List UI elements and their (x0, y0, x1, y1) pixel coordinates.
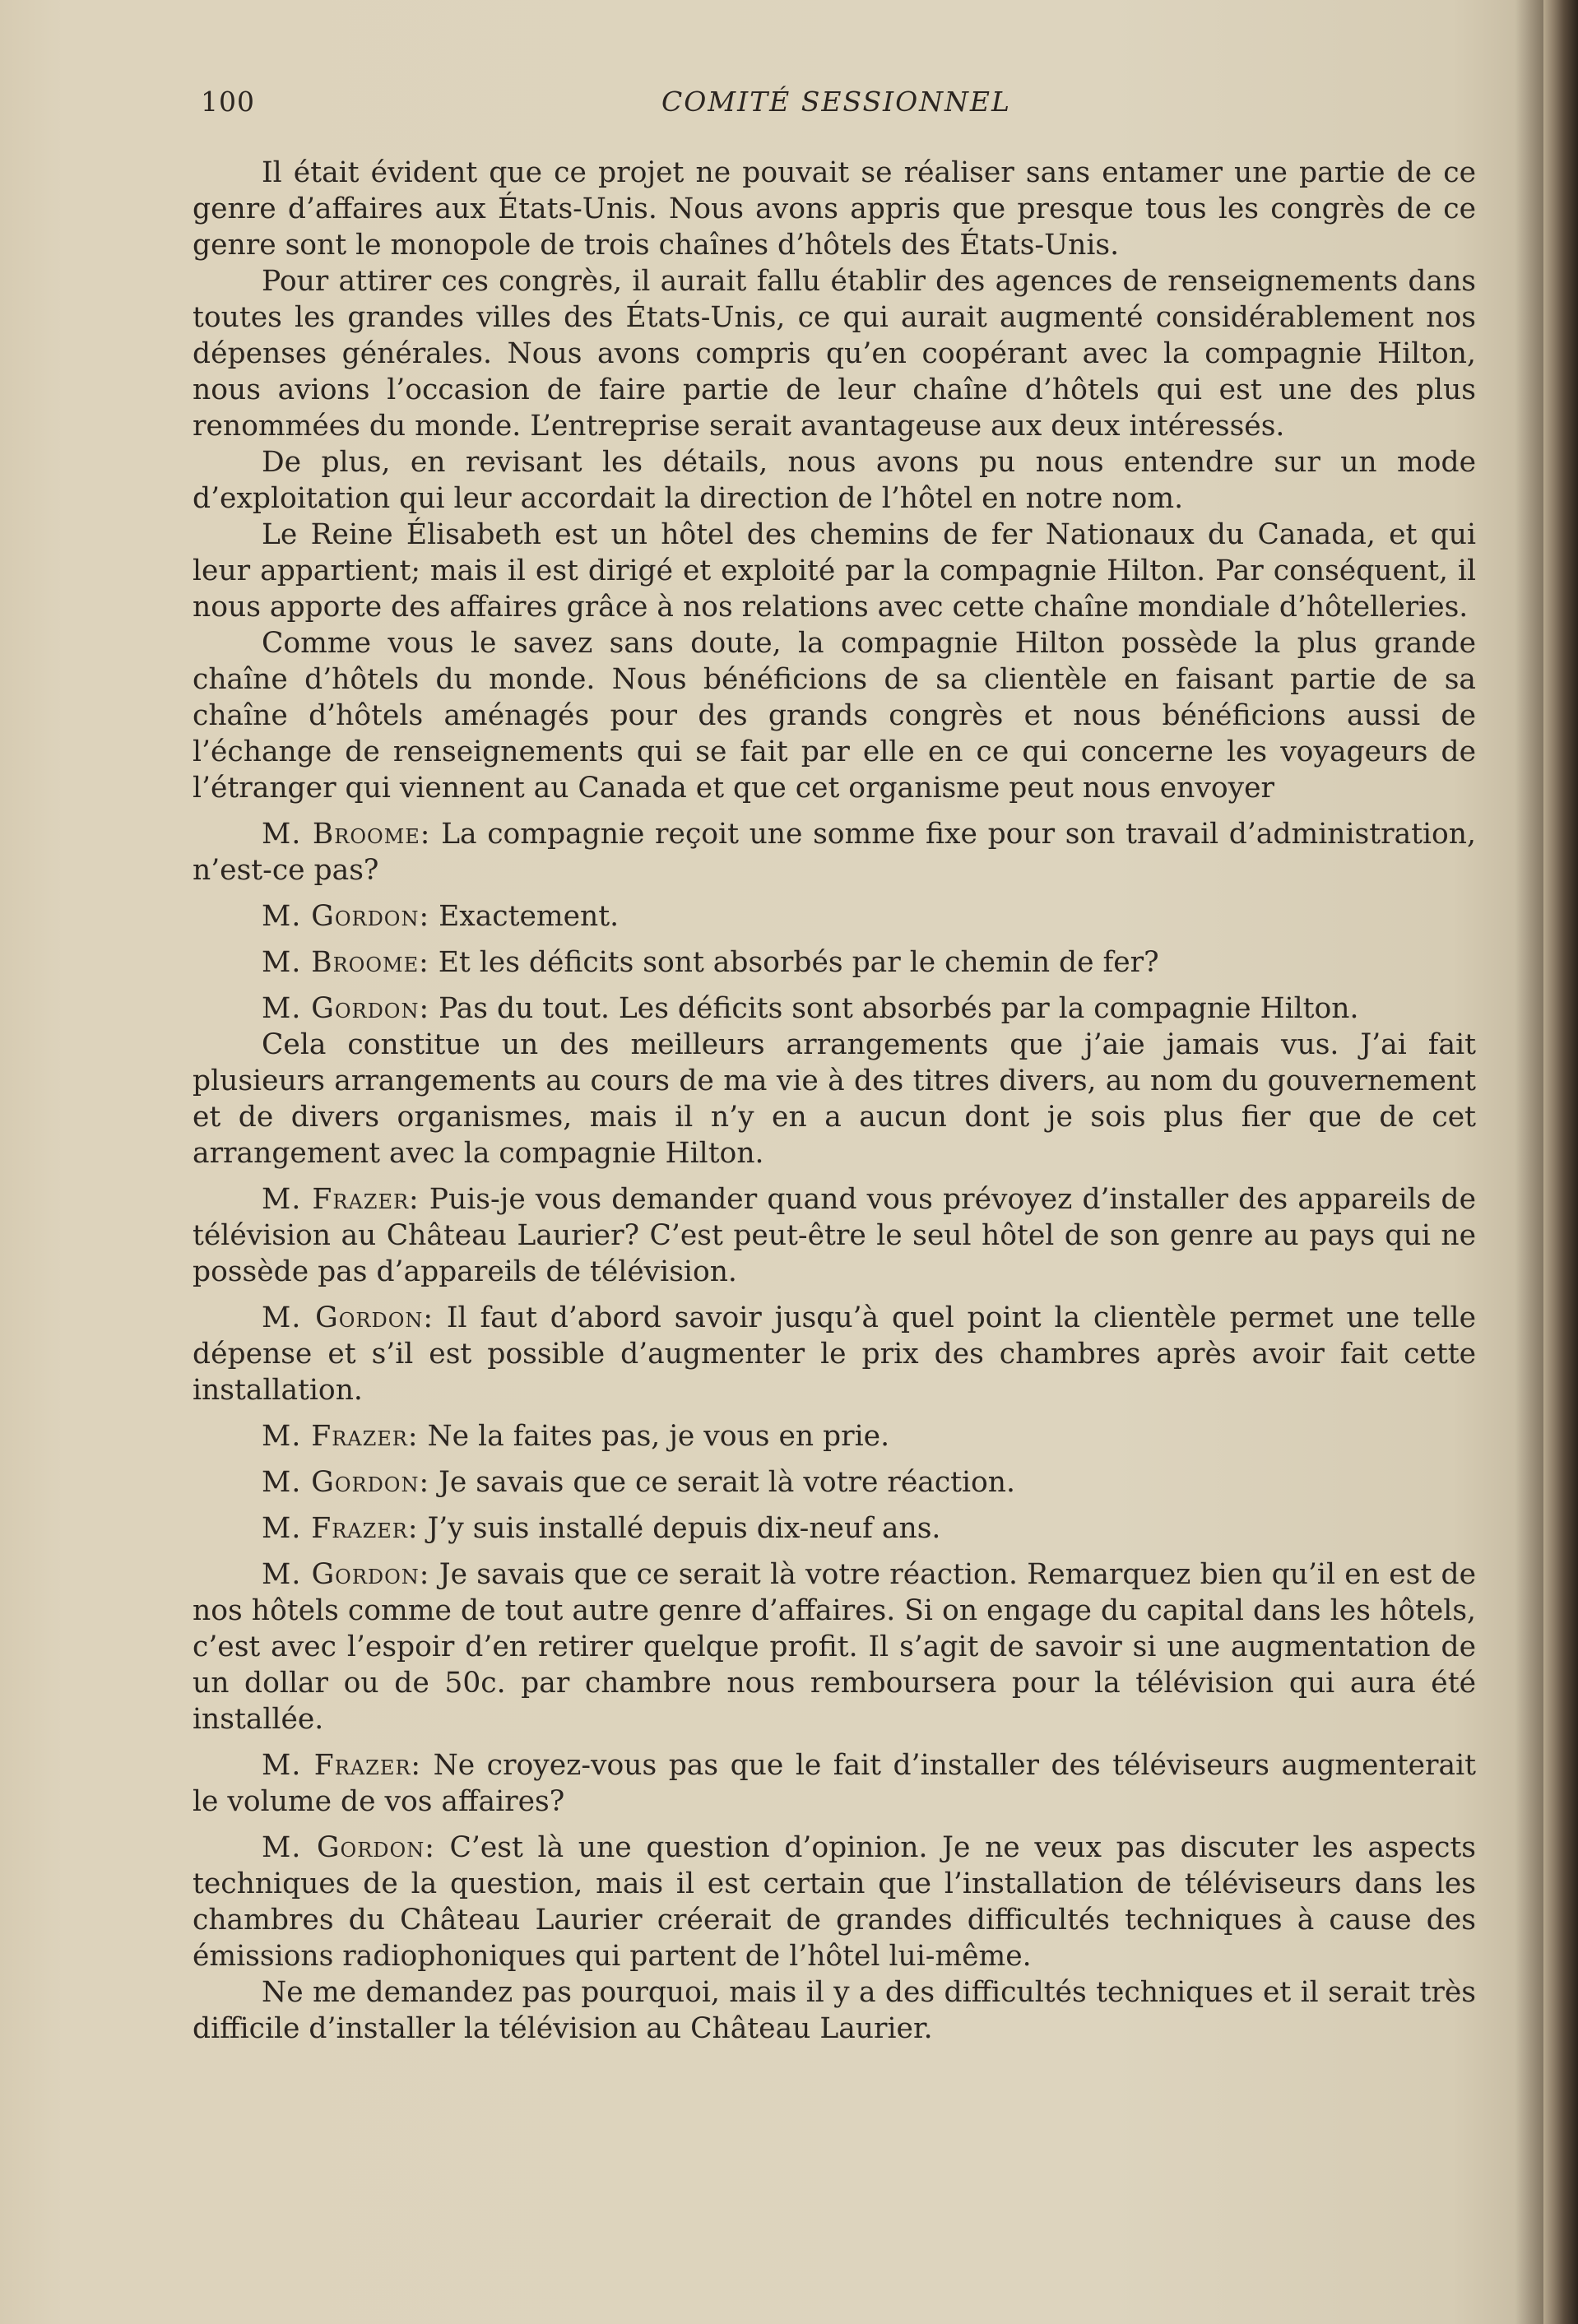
dialogue-text: J’y suis installé depuis dix-neuf ans. (418, 1512, 941, 1545)
speaker-name: M. Frazer: (262, 1749, 422, 1782)
dialogue-paragraph (193, 1830, 1476, 1974)
paragraph-text: Comme vous le savez sans doute, la compagnie Hilton possède la plus grande chaîne d’hôtels du monde. Nous bénéficions de sa clientèle en faisant partie de sa chaîne d’hôtels aménagés pour des grands congrès et nous bénéficions aussi de l’échange de renseignements qui se fait par elle en ce qui concerne les voyageurs de l’étranger qui viennent au Canada et que cet organisme peut nous envoyer (193, 627, 1476, 805)
paragraph-text: De plus, en revisant les détails, nous avons pu nous entendre sur un mode d’exploitation qui leur accordait la direction de l’hôtel en notre nom. (193, 446, 1476, 515)
dialogue-paragraph (193, 1418, 1476, 1454)
dialogue-paragraph (193, 1510, 1476, 1547)
speaker-name: M. Gordon: (262, 1558, 430, 1591)
paragraph (193, 444, 1476, 517)
speaker-name: M. Gordon: (262, 900, 430, 933)
page-number: 100 (201, 86, 255, 118)
paragraph-text: Cela constitue un des meilleurs arrangements que j’aie jamais vus. J’ai fait plusieurs arrangements au cours de ma vie à des titres divers, au nom du gouvernement et de divers organismes, mais il n’y en a aucun dont je sois plus fier que de cet arrangement avec la compagnie Hilton. (193, 1028, 1476, 1170)
dialogue-paragraph (193, 1464, 1476, 1501)
page-header (201, 86, 1468, 123)
paragraph (193, 263, 1476, 444)
dialogue-text: Exactement. (429, 900, 620, 933)
dialogue-text: Puis-je vous demander quand vous prévoyez d’installer des appareils de télévision au Château Laurier? C’est peut-être le seul hôtel de son genre au pays qui ne possède pas d’appareils de télévision. (193, 1183, 1476, 1288)
dialogue-text: La compagnie reçoit une somme fixe pour son travail d’administration, n’est-ce pas? (193, 818, 1476, 887)
speaker-name: M. Gordon: (262, 1831, 435, 1864)
paragraph (193, 517, 1476, 625)
dialogue-paragraph (193, 816, 1476, 888)
dialogue-text: C’est là une question d’opinion. Je ne veux pas discuter les aspects techniques de la question, mais il est certain que l’installation de téléviseurs dans les chambres du Château Laurier créerait de grandes difficultés techniques à cause des émissions radiophoniques qui partent de l’hôtel lui-même. (193, 1831, 1476, 1973)
speaker-name: M. Broome: (262, 818, 431, 851)
paragraph-text: Ne me demandez pas pourquoi, mais il y a des difficultés techniques et il serait très difficile d’installer la télévision au Château Laurier. (193, 1976, 1476, 2045)
dialogue-paragraph (193, 990, 1476, 1027)
speaker-name: M. Frazer: (262, 1183, 420, 1216)
speaker-name: M. Frazer: (262, 1512, 419, 1545)
paragraph (193, 1974, 1476, 2047)
dialogue-text: Pas du tout. Les déficits sont absorbés par la compagnie Hilton. (429, 992, 1359, 1025)
paragraph-text: Pour attirer ces congrès, il aurait fallu établir des agences de renseignements dans toutes les grandes villes des États-Unis, ce qui aurait augmenté considérablement nos dépenses générales. Nous avons compris qu’en coopérant avec la compagnie Hilton, nous avions l’occasion de faire partie de leur chaîne d’hôtels qui est une des plus renommées du monde. L’entreprise serait avantageuse aux deux intéressés. (193, 265, 1476, 443)
dialogue-text: Je savais que ce serait là votre réaction. (429, 1466, 1015, 1499)
dialogue-text: Il faut d’abord savoir jusqu’à quel point la clientèle permet une telle dépense et s’il est possible d’augmenter le prix des chambres après avoir fait cette installation. (193, 1301, 1476, 1407)
dialogue-text: Et les déficits sont absorbés par le chemin de fer? (429, 946, 1159, 979)
page-edge (1543, 0, 1578, 2324)
running-title: COMITÉ SESSIONNEL (661, 86, 1011, 118)
dialogue-paragraph (193, 944, 1476, 981)
dialogue-paragraph (193, 1300, 1476, 1408)
speaker-name: M. Gordon: (262, 992, 430, 1025)
paragraph-text: Il était évident que ce projet ne pouvait se réaliser sans entamer une partie de ce genre d’affaires aux États-Unis. Nous avons appris que presque tous les congrès de ce genre sont le monopole de trois chaînes d’hôtels des États-Unis. (193, 156, 1476, 262)
speaker-name: M. Gordon: (262, 1466, 430, 1499)
paragraph (193, 155, 1476, 263)
dialogue-paragraph (193, 898, 1476, 935)
dialogue-text: Ne la faites pas, je vous en prie. (418, 1420, 890, 1453)
paragraph (193, 625, 1476, 806)
dialogue-paragraph (193, 1181, 1476, 1290)
dialogue-paragraph (193, 1747, 1476, 1820)
dialogue-text: Je savais que ce serait là votre réaction. Remarquez bien qu’il en est de nos hôtels comme de tout autre genre d’affaires. Si on engage du capital dans les hôtels, c’est avec l’espoir d’en retirer quelque profit. Il s’agit de savoir si une augmentation de un dollar ou de 50c. par chambre nous remboursera pour la télévision qui aura été installée. (193, 1558, 1476, 1736)
paragraph-text: Le Reine Élisabeth est un hôtel des chemins de fer Nationaux du Canada, et qui leur appartient; mais il est dirigé et exploité par la compagnie Hilton. Par conséquent, il nous apporte des affaires grâce à nos relations avec cette chaîne mondiale d’hôtelleries. (193, 518, 1476, 624)
speaker-name: M. Gordon: (262, 1301, 434, 1334)
speaker-name: M. Broome: (262, 946, 429, 979)
paragraph (193, 1027, 1476, 1171)
speaker-name: M. Frazer: (262, 1420, 419, 1453)
dialogue-paragraph (193, 1556, 1476, 1737)
document-body (193, 155, 1476, 2047)
dialogue-text: Ne croyez-vous pas que le fait d’installer des téléviseurs augmenterait le volume de vos affaires? (193, 1749, 1476, 1818)
